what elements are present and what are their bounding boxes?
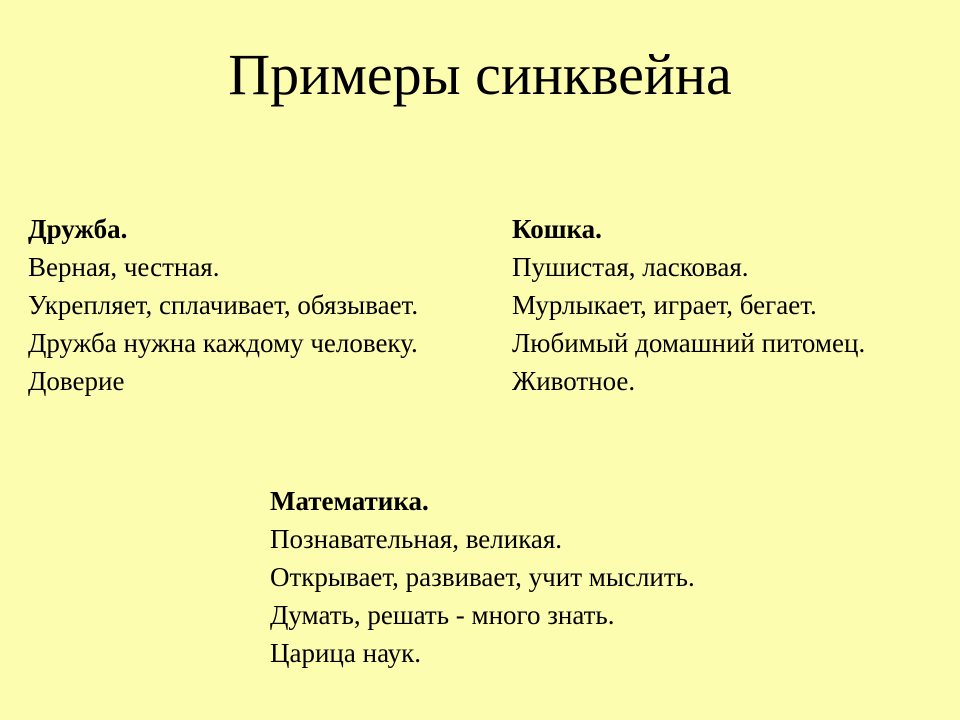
poem-line: Животное. bbox=[512, 366, 636, 396]
poem-line: Пушистая, ласковая. bbox=[512, 252, 749, 282]
poem-heading: Дружба. bbox=[28, 214, 128, 244]
poem-line: Дружба нужна каждому человеку. bbox=[28, 328, 418, 358]
poem-line: Укрепляет, сплачивает, обязывает. bbox=[28, 290, 419, 320]
poem-heading: Математика. bbox=[270, 486, 429, 516]
poem-line: Доверие bbox=[28, 366, 125, 396]
poem-line: Любимый домашний питомец. bbox=[512, 328, 866, 358]
poem-line: Мурлыкает, играет, бегает. bbox=[512, 290, 817, 320]
slide-title: Примеры синквейна bbox=[228, 42, 732, 107]
poem-line: Царица наук. bbox=[270, 638, 422, 668]
poem-line: Думать, решать - много знать. bbox=[270, 600, 615, 630]
poem-cat bbox=[512, 210, 865, 400]
poem-friendship bbox=[28, 210, 418, 400]
poem-heading: Кошка. bbox=[512, 214, 602, 244]
poem-math bbox=[270, 482, 695, 672]
poem-line: Познавательная, великая. bbox=[270, 524, 563, 554]
poem-line: Открывает, развивает, учит мыслить. bbox=[270, 562, 695, 592]
poem-line: Верная, честная. bbox=[28, 252, 220, 282]
